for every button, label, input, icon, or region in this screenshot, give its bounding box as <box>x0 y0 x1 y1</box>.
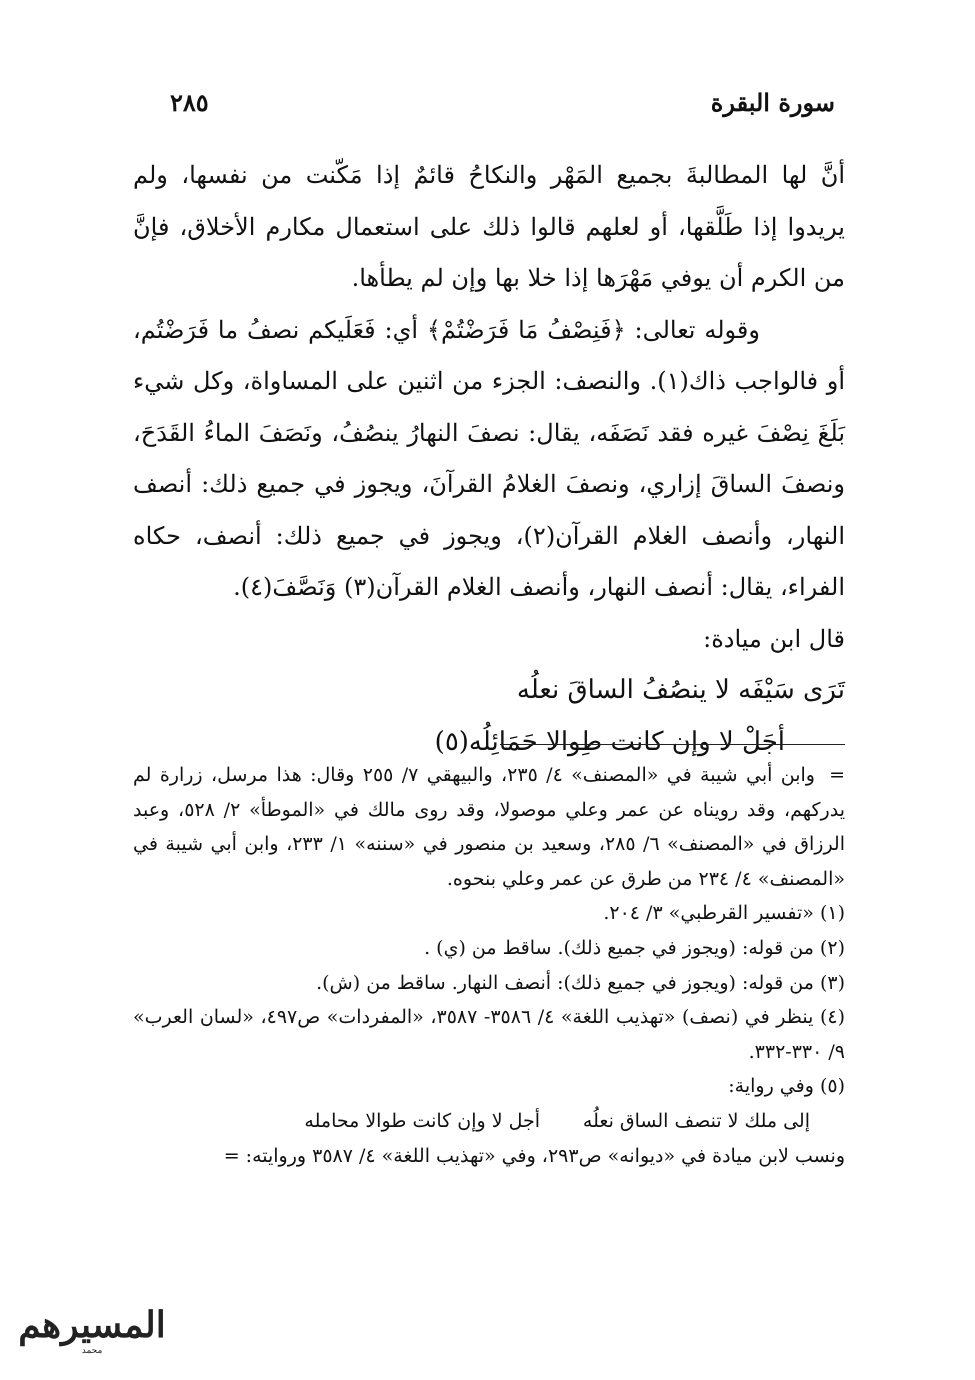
footnote-line: (٤) ينظر في (نصف) «تهذيب اللغة» ٤/ ٣٥٨٦- ٣٥٨٧، «المفردات» ص٤٩٧، «لسان <box>199 1006 845 1029</box>
footnote-line: العرب» ٩/ ٣٣٠-٣٣٢. <box>133 1006 845 1063</box>
library-stamp-logo <box>12 1305 172 1360</box>
stamp-text: المسيرهم <box>18 1304 166 1346</box>
text-line: نِصْفَ غيره فقد نَصَفَه، يقال: نصفَ النهارُ ينصُفُ، ونَصَفَ الماءُ القَدَحَ، <box>133 418 809 447</box>
text-line: الكرم أن يوفي مَهْرَها إذا خلا بها وإن لم يطأها. <box>351 264 807 292</box>
footnote-line: وابن أبي شيبة في «المصنف» ٤/ ٢٣٥، والبيهقي ٧/ ٢٥٥ وقال: هذا مرسل، <box>210 764 815 786</box>
verse-first-hemistich: تَرَى سَيْفَه لا ينصُفُ الساقَ نعلُه <box>516 675 845 705</box>
text-line: أنصف النهار، وأنصف الغلام القرآن(٢)، ويجوز في جميع ذلك: أنصف، <box>133 470 845 550</box>
poem-verse <box>133 665 845 768</box>
text-line: وقوله تعالى: ﴿فَنِصْفُ مَا فَرَضْتُمْ﴾ أي: فَعَلَيكم نصفُ ما فَرَضْتُم، أو <box>133 315 845 395</box>
page-number: ٢٨٥ <box>170 87 209 117</box>
text-line: فالواجب ذاك(١). والنصف: الجزء من اثنين على المساواة، وكل شيء بَلَغَ <box>133 367 845 447</box>
main-text <box>133 150 845 768</box>
text-line: أنَّ لها المطالبةَ بجميع المَهْر والنكاحُ قائمٌ إذا مَكّنت من نفسها، ولم يريدوا <box>133 161 845 241</box>
footnote-line: «الموطأ» ٢/ ٥٢٨، وعبد الرزاق في «المصنف» ٦/ ٢٨٥، وسعيد بن منصور في <box>133 798 845 856</box>
paragraph-2 <box>133 305 845 614</box>
footnote-line: بنحوه. <box>446 867 496 890</box>
footnote-3: (٣) من قوله: (ويجوز في جميع ذلك): أنصف النهار. ساقط من (ش). <box>316 971 845 994</box>
paragraph-1 <box>133 150 845 305</box>
stamp-subtext: محمد <box>81 1346 103 1356</box>
footnote-separator <box>500 744 845 745</box>
verse-first-hemistich: إلى ملك لا تنصف الساق نعلُه <box>582 1109 810 1132</box>
footnote-line: «سننه» ١/ ٢٣٣، وابن أبي شيبة في «المصنف» ٤/ ٢٣٤ من طرق عن عمر وعلي <box>133 833 845 890</box>
footnote-5-source: ونسب لابن ميادة في «ديوانه» ص٢٩٣، وفي «تهذيب اللغة» ٤/ ٣٥٨٧ وروايته: = <box>223 1144 845 1167</box>
footnote-continuation <box>133 758 845 896</box>
verse-second-hemistich: أجَلْ لا وإن كانت طِوالا حَمَائِلُه(٥) <box>434 726 785 757</box>
footnote-2: (٢) من قوله: (ويجوز في جميع ذلك). ساقط من (ي) . <box>424 936 845 959</box>
verse-second-hemistich: أجل لا وإن كانت طوالا محامله <box>304 1109 540 1132</box>
continuation-marker: = <box>829 764 845 786</box>
text-line: حكاه الفراء، يقال: أنصف النهار، وأنصف الغلام القرآن(٣) وَنَصَّفَ(٤). <box>133 521 845 601</box>
footnote-line: زرارة لم يدركهم، وقد رويناه عن عمر وعلي موصولا، وقد روى مالك في <box>133 764 845 821</box>
surah-title: سورة البقرة <box>710 87 835 117</box>
page-header <box>170 82 835 122</box>
text-line: إذا طَلَّقها، أو لعلهم قالوا ذلك على استعمال مكارم الأخلاق، فإنَّ من <box>133 212 845 292</box>
footnote-1: (١) «تفسير القرطبي» ٣/ ٢٠٤. <box>603 902 845 925</box>
footnotes <box>133 758 845 1173</box>
text-line: ونصفَ الساقَ إزاري، ونصفَ الغلامُ القرآنَ، ويجوز في جميع ذلك: <box>201 470 845 498</box>
footnote-4 <box>133 1000 845 1069</box>
footnote-5: (٥) وفي رواية: <box>728 1075 845 1098</box>
footnote-verse <box>133 1104 845 1139</box>
poem-intro: قال ابن ميادة: <box>703 624 845 653</box>
